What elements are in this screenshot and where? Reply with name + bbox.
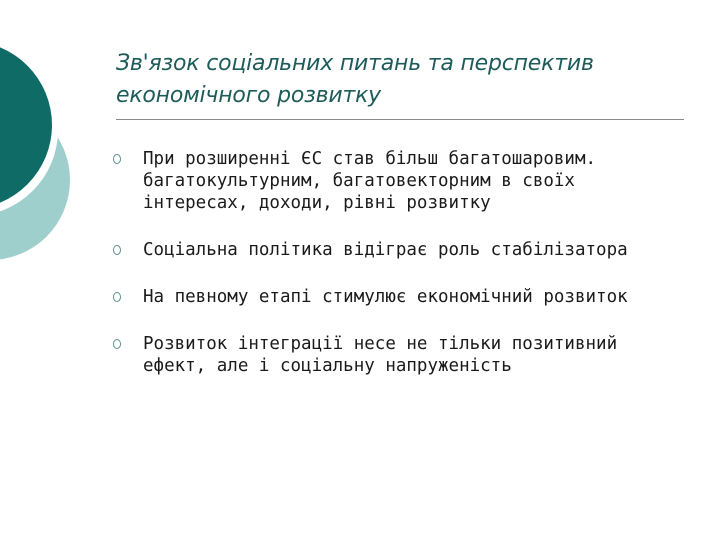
bullet-text: Соціальна політика відіграє роль стабілізатора xyxy=(143,240,628,260)
slide-title: Зв'язок соціальних питань та перспектив економічного розвитку xyxy=(116,51,594,108)
bullet-list xyxy=(110,148,680,377)
bullet-item xyxy=(110,286,680,308)
circle-bullet-icon xyxy=(113,154,121,164)
bullet-item xyxy=(110,333,680,377)
bullet-item xyxy=(110,148,680,214)
circle-bullet-icon xyxy=(113,339,121,349)
bullet-text: На певному етапі стимулює економічний розвиток xyxy=(143,287,628,307)
title-divider xyxy=(116,119,684,120)
bullet-item xyxy=(110,239,680,261)
circle-bullet-icon xyxy=(113,245,121,255)
decorative-circles xyxy=(0,0,120,300)
circle-bullet-icon xyxy=(113,292,121,302)
bullet-text: При розширенні ЄС став більш багатошаровим. багатокультурним, багатовекторним в своїх інтересах, доходи, рівні розвитку xyxy=(143,149,597,213)
bullet-text: Розвиток інтеграції несе не тільки позитивний ефект, але і соціальну напруженість xyxy=(143,334,618,376)
